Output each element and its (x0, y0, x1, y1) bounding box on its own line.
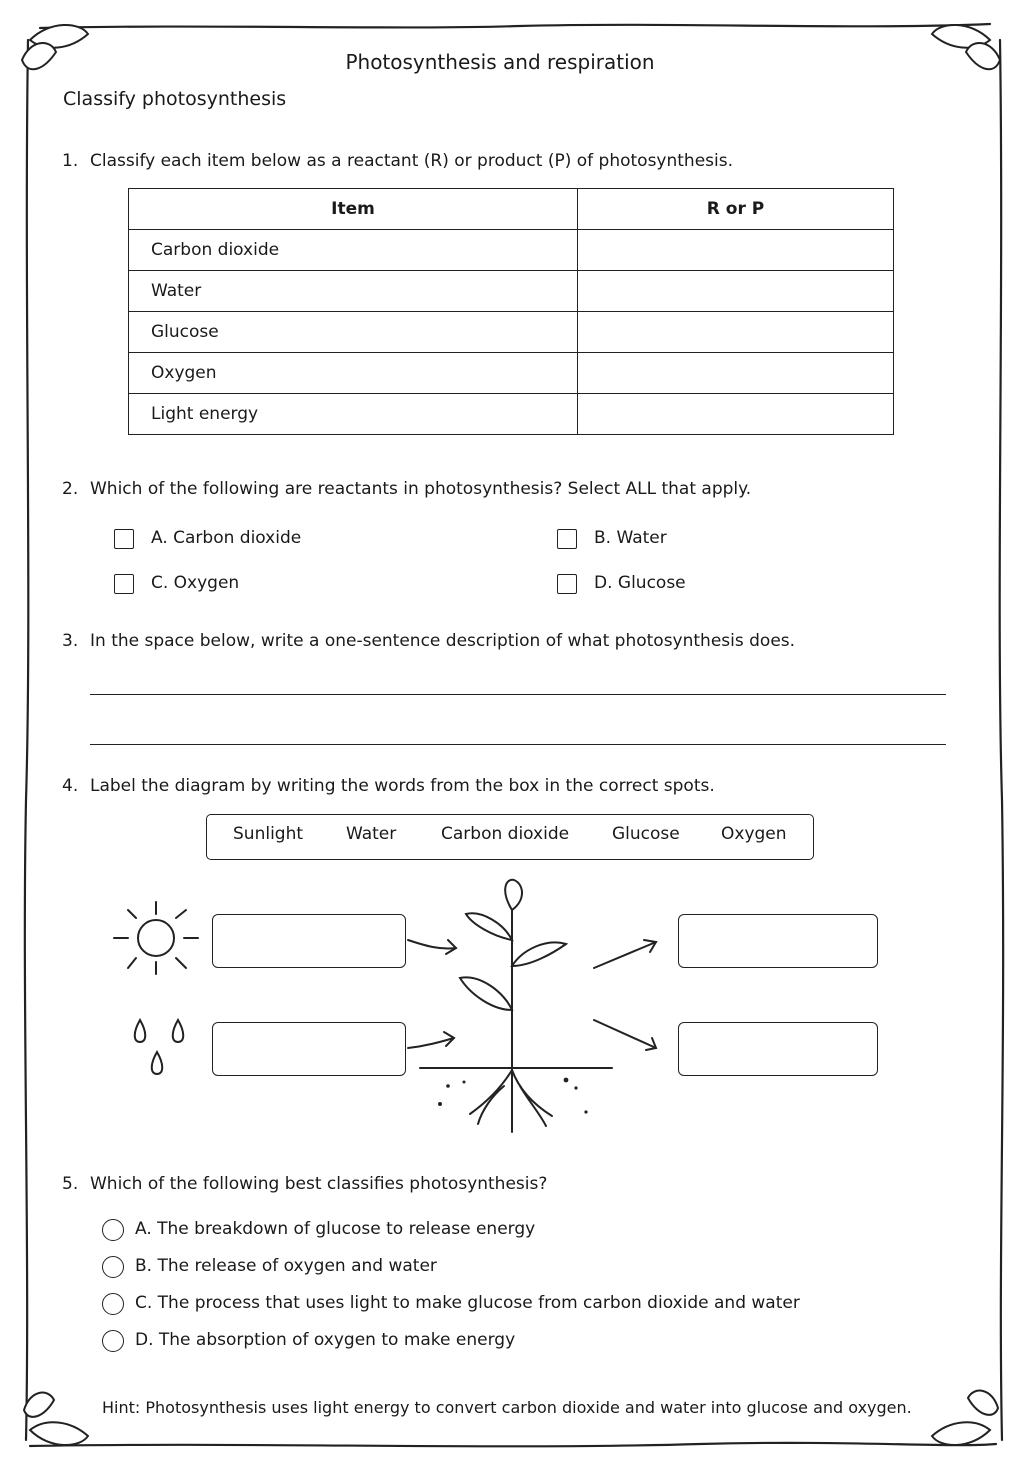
question-2 (62, 479, 751, 499)
hint-text: Hint: Photosynthesis uses light energy to convert carbon dioxide and water into glucose and oxygen. (102, 1398, 912, 1417)
label-box-product-top[interactable] (678, 914, 878, 968)
answer-cell[interactable] (578, 312, 894, 353)
option-label-d: D. Glucose (594, 573, 686, 593)
table-header-row (129, 189, 894, 230)
option-label-c: C. The process that uses light to make glucose from carbon dioxide and water (135, 1293, 800, 1313)
page-title: Photosynthesis and respiration (345, 50, 655, 74)
question-1 (62, 151, 733, 171)
table-cell-item: Water (129, 271, 578, 312)
answer-cell[interactable] (578, 271, 894, 312)
checkbox-c[interactable] (114, 574, 134, 594)
section-subtitle: Classify photosynthesis (63, 88, 287, 110)
radio-option-d[interactable] (102, 1330, 124, 1352)
answer-cell[interactable] (578, 394, 894, 435)
option-label-a: A. Carbon dioxide (151, 528, 302, 548)
table-row (129, 271, 894, 312)
sun-icon (114, 902, 198, 974)
question-number: 5. (62, 1174, 79, 1194)
question-text: Classify each item below as a reactant (R) or product (P) of photosynthesis. (90, 151, 733, 171)
word-bank-item: Oxygen (721, 824, 787, 844)
classification-table (128, 188, 894, 435)
question-text: In the space below, write a one-sentence description of what photosynthesis does. (90, 631, 796, 651)
answer-line[interactable] (90, 744, 946, 745)
word-bank-item: Carbon dioxide (441, 824, 570, 844)
plant-diagram (100, 870, 700, 1150)
word-bank-item: Water (346, 824, 397, 844)
word-bank-item: Glucose (612, 824, 680, 844)
table-cell-item: Oxygen (129, 353, 578, 394)
checkbox-d[interactable] (557, 574, 577, 594)
column-header-item: Item (129, 189, 578, 230)
table-row (129, 394, 894, 435)
water-drops-icon (135, 1020, 184, 1074)
arrow-icon (408, 940, 656, 1050)
table-cell-item: Carbon dioxide (129, 230, 578, 271)
label-box-product-bottom[interactable] (678, 1022, 878, 1076)
question-3 (62, 631, 795, 651)
checkbox-a[interactable] (114, 529, 134, 549)
radio-option-c[interactable] (102, 1293, 124, 1315)
option-label-b: B. The release of oxygen and water (135, 1256, 437, 1276)
option-label-c: C. Oxygen (151, 573, 240, 593)
question-number: 2. (62, 479, 79, 499)
option-label-d: D. The absorption of oxygen to make energy (135, 1330, 516, 1350)
question-text: Label the diagram by writing the words from the box in the correct spots. (90, 776, 715, 796)
question-text: Which of the following are reactants in photosynthesis? Select ALL that apply. (90, 479, 752, 499)
option-label-b: B. Water (594, 528, 667, 548)
table-row (129, 312, 894, 353)
column-header-r-or-p: R or P (578, 189, 894, 230)
table-row (129, 353, 894, 394)
question-4 (62, 776, 715, 796)
plant-icon (420, 880, 612, 1132)
answer-line[interactable] (90, 694, 946, 695)
question-number: 1. (62, 151, 79, 171)
table-cell-item: Glucose (129, 312, 578, 353)
option-label-a: A. The breakdown of glucose to release energy (135, 1219, 536, 1239)
checkbox-b[interactable] (557, 529, 577, 549)
question-5 (62, 1174, 547, 1194)
question-number: 4. (62, 776, 79, 796)
answer-cell[interactable] (578, 353, 894, 394)
answer-cell[interactable] (578, 230, 894, 271)
radio-option-b[interactable] (102, 1256, 124, 1278)
radio-option-a[interactable] (102, 1219, 124, 1241)
table-cell-item: Light energy (129, 394, 578, 435)
table-row (129, 230, 894, 271)
question-text: Which of the following best classifies photosynthesis? (90, 1174, 548, 1194)
question-number: 3. (62, 631, 79, 651)
word-bank-item: Sunlight (233, 824, 304, 844)
